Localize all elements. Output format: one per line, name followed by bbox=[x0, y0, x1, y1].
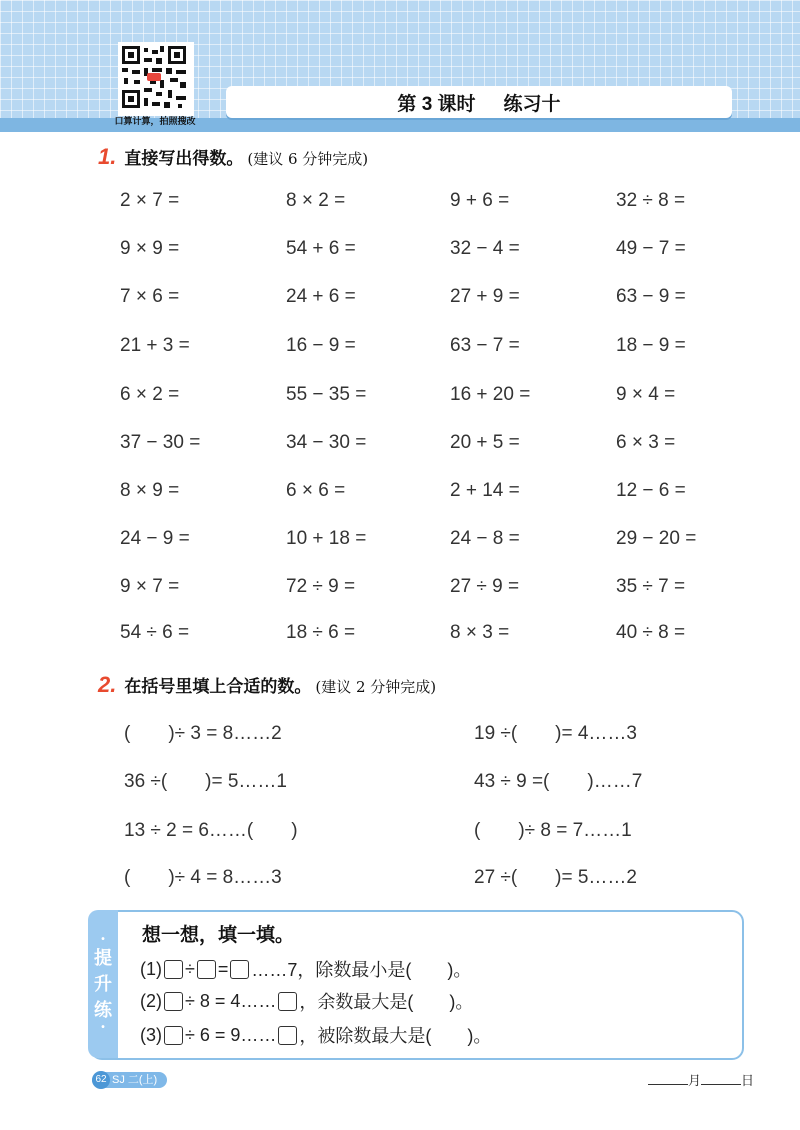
problem: 10 + 18 = bbox=[286, 528, 367, 549]
problem: 24 − 8 = bbox=[450, 528, 520, 549]
lesson-title: 练习十 bbox=[503, 93, 561, 115]
fill-problem: ( )÷ 4 = 8……3 bbox=[124, 867, 282, 888]
problem: 8 × 3 = bbox=[450, 622, 510, 643]
section2-row bbox=[0, 815, 800, 845]
problem: 40 ÷ 8 = bbox=[616, 622, 686, 643]
problem: 9 × 4 = bbox=[616, 384, 676, 405]
section1-row bbox=[0, 335, 800, 365]
answer-box[interactable] bbox=[164, 992, 183, 1011]
problem: 6 × 6 = bbox=[286, 480, 346, 501]
section2-row bbox=[0, 766, 800, 796]
answer-box[interactable] bbox=[278, 992, 297, 1011]
section1-row bbox=[0, 190, 800, 220]
problem: 21 + 3 = bbox=[120, 335, 190, 356]
problem: 16 + 20 = bbox=[450, 384, 531, 405]
answer-box[interactable] bbox=[197, 960, 216, 979]
problem: 8 × 2 = bbox=[286, 190, 346, 211]
problem: 12 − 6 = bbox=[616, 480, 686, 501]
page-title bbox=[226, 86, 732, 118]
problem: 55 − 35 = bbox=[286, 384, 367, 405]
fill-problem: 43 ÷ 9 =( )……7 bbox=[474, 771, 643, 792]
section2-note: (建议 2 分钟完成) bbox=[315, 678, 437, 696]
problem: 54 + 6 = bbox=[286, 238, 356, 259]
qr-caption: 口算计算，拍照搜改 bbox=[114, 116, 196, 126]
problem: 34 − 30 = bbox=[286, 432, 367, 453]
qr-code-icon[interactable] bbox=[118, 42, 194, 116]
section1-row bbox=[0, 238, 800, 268]
answer-box[interactable] bbox=[278, 1026, 297, 1045]
tag-char: 提 bbox=[94, 948, 112, 968]
section2-row bbox=[0, 718, 800, 748]
section1-row bbox=[0, 384, 800, 414]
extension-title: 想一想，填一填。 bbox=[142, 925, 295, 946]
section1-row bbox=[0, 622, 800, 652]
problem: 54 ÷ 6 = bbox=[120, 622, 190, 643]
problem: 27 + 9 = bbox=[450, 286, 520, 307]
fill-problem: 19 ÷( )= 4……3 bbox=[474, 723, 638, 744]
problem: 72 ÷ 9 = bbox=[286, 576, 356, 597]
problem: 7 × 6 = bbox=[120, 286, 180, 307]
edition-label: SJ 二(上) bbox=[112, 1074, 158, 1086]
problem: 16 − 9 = bbox=[286, 335, 356, 356]
line-prefix: (2) bbox=[140, 990, 162, 1011]
section1-row bbox=[0, 432, 800, 462]
fill-problem: 36 ÷( )= 5……1 bbox=[124, 771, 288, 792]
problem: 32 − 4 = bbox=[450, 238, 520, 259]
problem: 24 − 9 = bbox=[120, 528, 190, 549]
line-tail: ，被除数最大是( )。 bbox=[299, 1026, 492, 1046]
section2-row bbox=[0, 862, 800, 892]
month-label: 月 bbox=[688, 1073, 702, 1088]
line-tail: ……7，除数最小是( )。 bbox=[251, 960, 472, 980]
problem: 37 − 30 = bbox=[120, 432, 201, 453]
fill-problem: ( )÷ 8 = 7……1 bbox=[474, 820, 632, 841]
problem: 9 + 6 = bbox=[450, 190, 510, 211]
problem: 9 × 7 = bbox=[120, 576, 180, 597]
problem: 29 − 20 = bbox=[616, 528, 697, 549]
extension-line-1 bbox=[140, 956, 471, 982]
extension-line-2 bbox=[140, 988, 473, 1014]
section1-heading bbox=[98, 144, 368, 170]
date-field bbox=[648, 1070, 754, 1089]
line-prefix: (3) bbox=[140, 1024, 162, 1045]
problem: 24 + 6 = bbox=[286, 286, 356, 307]
line-tail: ，余数最大是( )。 bbox=[299, 992, 474, 1012]
fill-problem: 27 ÷( )= 5……2 bbox=[474, 867, 638, 888]
answer-box[interactable] bbox=[164, 1026, 183, 1045]
fill-problem: ( )÷ 3 = 8……2 bbox=[124, 723, 282, 744]
month-blank[interactable] bbox=[648, 1072, 688, 1085]
problem: 2 + 14 = bbox=[450, 480, 520, 501]
problem: 6 × 2 = bbox=[120, 384, 180, 405]
answer-box[interactable] bbox=[230, 960, 249, 979]
section1-number: 1. bbox=[98, 144, 117, 169]
tag-char: 练 bbox=[94, 1000, 112, 1020]
section1-row bbox=[0, 528, 800, 558]
problem: 6 × 3 = bbox=[616, 432, 676, 453]
problem: 8 × 9 = bbox=[120, 480, 180, 501]
section1-row bbox=[0, 480, 800, 510]
section2-heading bbox=[98, 672, 436, 698]
expression: ÷ 6 = 9…… bbox=[185, 1024, 277, 1045]
answer-box[interactable] bbox=[164, 960, 183, 979]
lesson-label: 第 3 课时 bbox=[397, 93, 476, 115]
tag-dot: • bbox=[101, 1022, 105, 1033]
extension-practice-tag bbox=[88, 910, 118, 1058]
problem: 18 − 9 = bbox=[616, 335, 686, 356]
problem: 18 ÷ 6 = bbox=[286, 622, 356, 643]
page-number: 62 bbox=[92, 1071, 110, 1089]
line-prefix: (1) bbox=[140, 958, 162, 979]
day-blank[interactable] bbox=[701, 1072, 741, 1085]
problem: 20 + 5 = bbox=[450, 432, 520, 453]
extension-line-3 bbox=[140, 1022, 491, 1048]
problem: 32 ÷ 8 = bbox=[616, 190, 686, 211]
tag-dot: • bbox=[101, 934, 105, 945]
problem: 27 ÷ 9 = bbox=[450, 576, 520, 597]
problem: 63 − 7 = bbox=[450, 335, 520, 356]
fill-problem: 13 ÷ 2 = 6……( ) bbox=[124, 820, 298, 841]
section1-row bbox=[0, 286, 800, 316]
problem: 35 ÷ 7 = bbox=[616, 576, 686, 597]
day-label: 日 bbox=[741, 1073, 755, 1088]
section1-row bbox=[0, 576, 800, 606]
section1-title: 直接写出得数。 bbox=[124, 149, 244, 168]
section1-note: (建议 6 分钟完成) bbox=[247, 150, 369, 168]
operator: = bbox=[217, 958, 229, 979]
tag-char: 升 bbox=[94, 974, 112, 994]
problem: 49 − 7 = bbox=[616, 238, 686, 259]
problem: 63 − 9 = bbox=[616, 286, 686, 307]
problem: 2 × 7 = bbox=[120, 190, 180, 211]
section2-title: 在括号里填上合适的数。 bbox=[124, 677, 312, 696]
problem: 9 × 9 = bbox=[120, 238, 180, 259]
expression: ÷ 8 = 4…… bbox=[185, 990, 277, 1011]
section2-number: 2. bbox=[98, 672, 117, 697]
operator: ÷ bbox=[185, 958, 195, 979]
